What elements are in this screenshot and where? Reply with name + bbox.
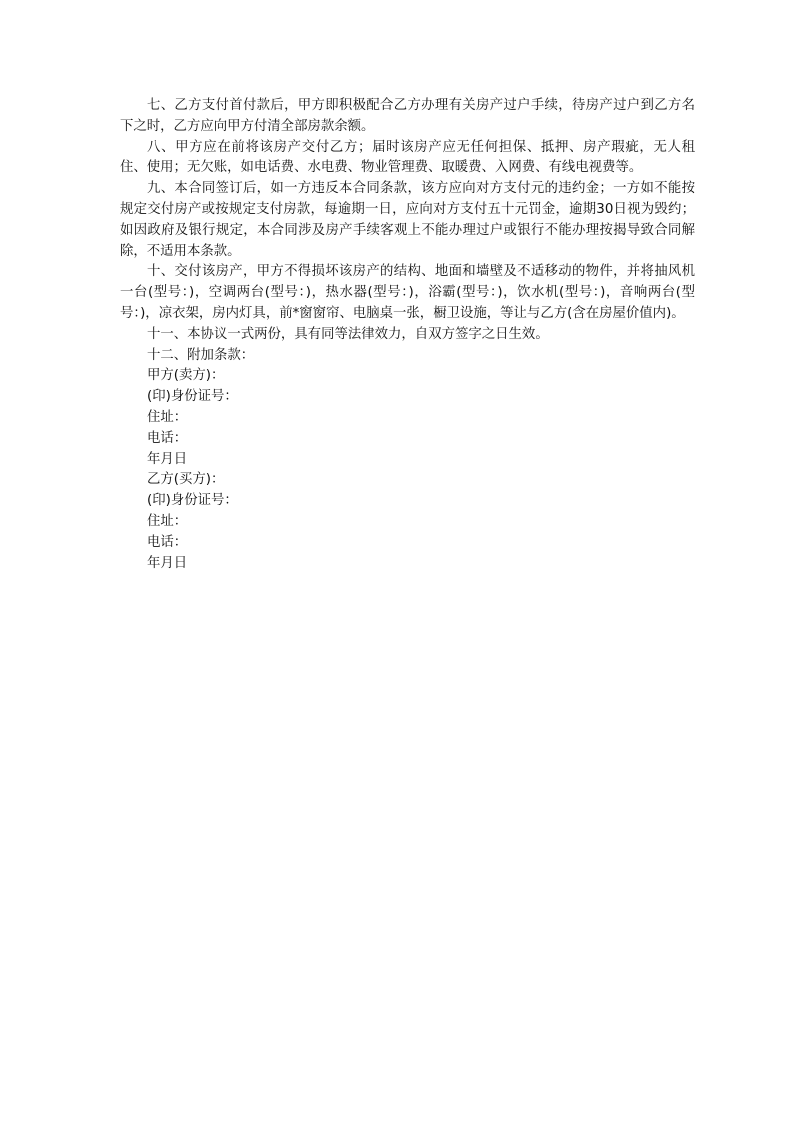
party-a-date-label: 年月日: [147, 451, 188, 467]
clause-9: 九、本合同签订后，如一方违反本合同条款，该方应向对方支付元的违约金；一方如不能按规定交付房产或按规定支付房款，每逾期一日，应向对方支付五十元罚金，逾期30日视为毁约；如因政府及银行规定，本合同涉及房产手续客观上不能办理过户或银行不能办理按揭导致合同解除，不适用本条款。: [120, 181, 695, 259]
contract-body: [120, 96, 695, 574]
clause-11: 十一、本协议一式两份，具有同等法律效力，自双方签字之日生效。: [147, 326, 549, 342]
party-b-phone-label: 电话：: [147, 534, 188, 550]
party-b-signature-block: [120, 470, 695, 574]
party-b-id-label: (印)身份证号：: [147, 493, 238, 509]
party-a-phone-label: 电话：: [147, 430, 188, 446]
party-a-address-label: 住址：: [147, 409, 188, 425]
party-b-address-label: 住址：: [147, 513, 188, 529]
clause-12-extra-terms: 十二、附加条款：: [147, 347, 255, 363]
party-b-label: 乙方(买方)：: [147, 472, 225, 488]
clause-8: 八、甲方应在前将该房产交付乙方；届时该房产应无任何担保、抵押、房产瑕疵，无人租住、使用；无欠账，如电话费、水电费、物业管理费、取暖费、入网费、有线电视费等。: [120, 139, 695, 176]
clause-7: 七、乙方支付首付款后，甲方即积极配合乙方办理有关房产过户手续，待房产过户到乙方名下之时，乙方应向甲方付清全部房款余额。: [120, 98, 695, 134]
party-b-date-label: 年月日: [147, 555, 188, 571]
party-a-label: 甲方(卖方)：: [147, 368, 225, 384]
clause-10: 十、交付该房产，甲方不得损坏该房产的结构、地面和墙壁及不适移动的物件，并将抽风机一台(型号：)，空调两台(型号：)，热水器(型号：)，浴霸(型号：)，饮水机(型号：)，音响两台(型号：)，凉衣架，房内灯具，前*窗窗帘、电脑桌一张，橱卫设施，等让与乙方(含在房屋价值内)。: [120, 264, 695, 321]
party-a-signature-block: [120, 366, 695, 470]
party-a-id-label: (印)身份证号：: [147, 389, 238, 405]
